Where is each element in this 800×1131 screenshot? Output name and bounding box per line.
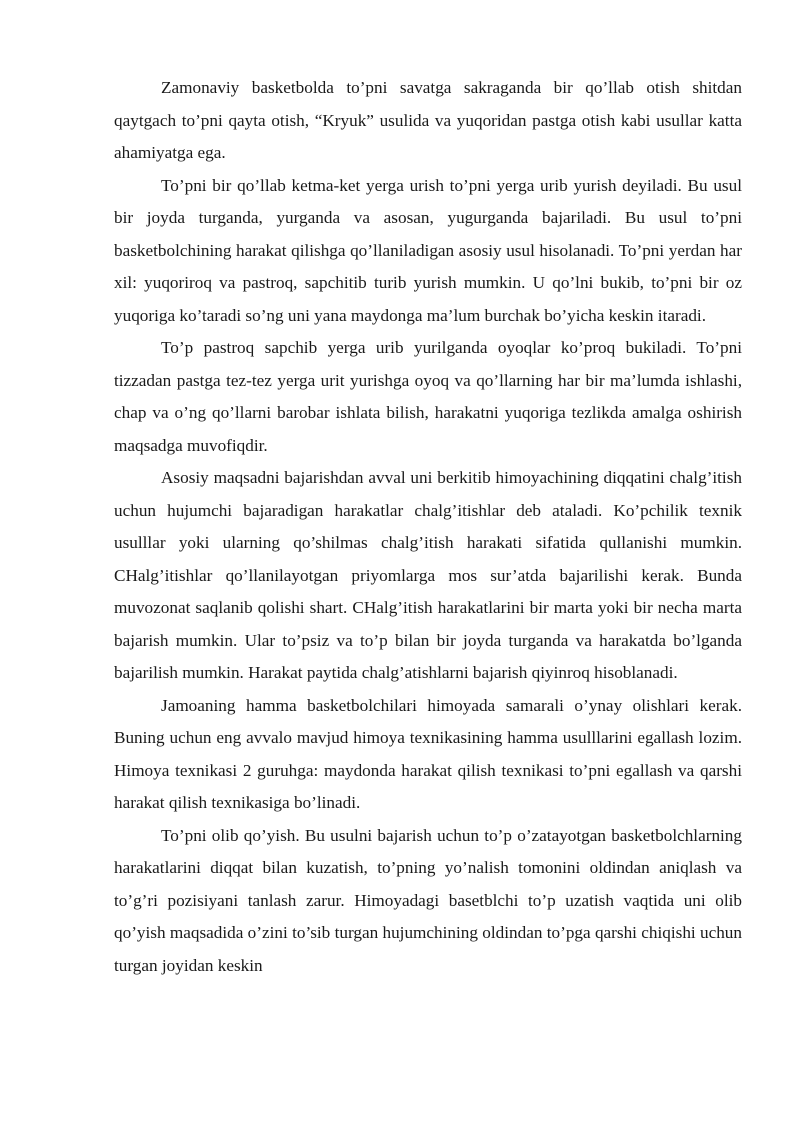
paragraph-3: To’p pastroq sapchib yerga urib yurilganda oyoqlar ko’proq bukiladi. To’pni tizzadan pastga tez-tez yerga urit yurishga oyoq va qo’llarning har bir ma’lumda ishlashi, chap va o’ng qo’llarni barobar ishlata bilish, harakatni yuqoriga tezlikda amalga oshirish maqsadga muvofiqdir.: [114, 338, 742, 455]
paragraph-2: To’pni bir qo’llab ketma-ket yerga urish to’pni yerga urib yurish deyiladi. Bu usul bir joyda turganda, yurganda va asosan, yugurganda bajariladi. Bu usul to’pni basketbolchining harakat qilishga qo’llaniladigan asosiy usul hisolanadi. To’pni yerdan har xil: yuqoriroq va pastroq, sapchitib turib yurish mumkin. U qo’lni bukib, to’pni bir oz yuqoriga ko’taradi so’ng uni yana maydonga ma’lum burchak bo’yicha keskin itaradi.: [114, 175, 742, 325]
paragraph-4: Asosiy maqsadni bajarishdan avval uni berkitib himoyachining diqqatini chalg’itish uchun hujumchi bajaradigan harakatlar chalg’itishlar deb ataladi. Ko’pchilik texnik usulllar yoki ularning qo’shilmas chalg’itish harakati sifatida qullanishi mumkin. CHalg’itishlar qo’llanilayotgan priyomlarga mos sur’atda bajarilishi kerak. Bunda muvozonat saqlanib qolishi shart. CHalg’itish harakatlarini bir marta yoki bir necha marta bajarish mumkin. Ular to’psiz va to’p bilan bir joyda turganda va harakatda bo’lganda bajarilish mumkin. Harakat paytida chalg’atishlarni bajarish qiyinroq hisoblanadi.: [114, 468, 742, 682]
paragraph-6: To’pni olib qo’yish. Bu usulni bajarish uchun to’p o’zatayotgan basketbolchlarning harakatlarini diqqat bilan kuzatish, to’pning yo’nalish tomonini oldindan aniqlash va to’g’ri pozisiyani tanlash zarur. Himoyadagi basetblchi to’p uzatish vaqtida uni olib qo’yish maqsadida o’zini to’sib turgan hujumchining oldindan to’pga qarshi chiqishi uchun turgan joyidan keskin: [114, 825, 742, 975]
paragraph-1: Zamonaviy basketbolda to’pni savatga sakraganda bir qo’llab otish shitdan qaytgach to’pni qayta otish, “Kryuk” usulida va yuqoridan pastga otish kabi usullar katta ahamiyatga ega.: [114, 78, 742, 162]
document-body: [114, 72, 742, 982]
paragraph-5: Jamoaning hamma basketbolchilari himoyada samarali o’ynay olishlari kerak. Buning uchun eng avvalo mavjud himoya texnikasining hamma usulllarini egallash lozim. Himoya texnikasi 2 guruhga: maydonda harakat qilish texnikasi to’pni egallash va qarshi harakat qilish texnikasiga bo’linadi.: [114, 695, 742, 812]
